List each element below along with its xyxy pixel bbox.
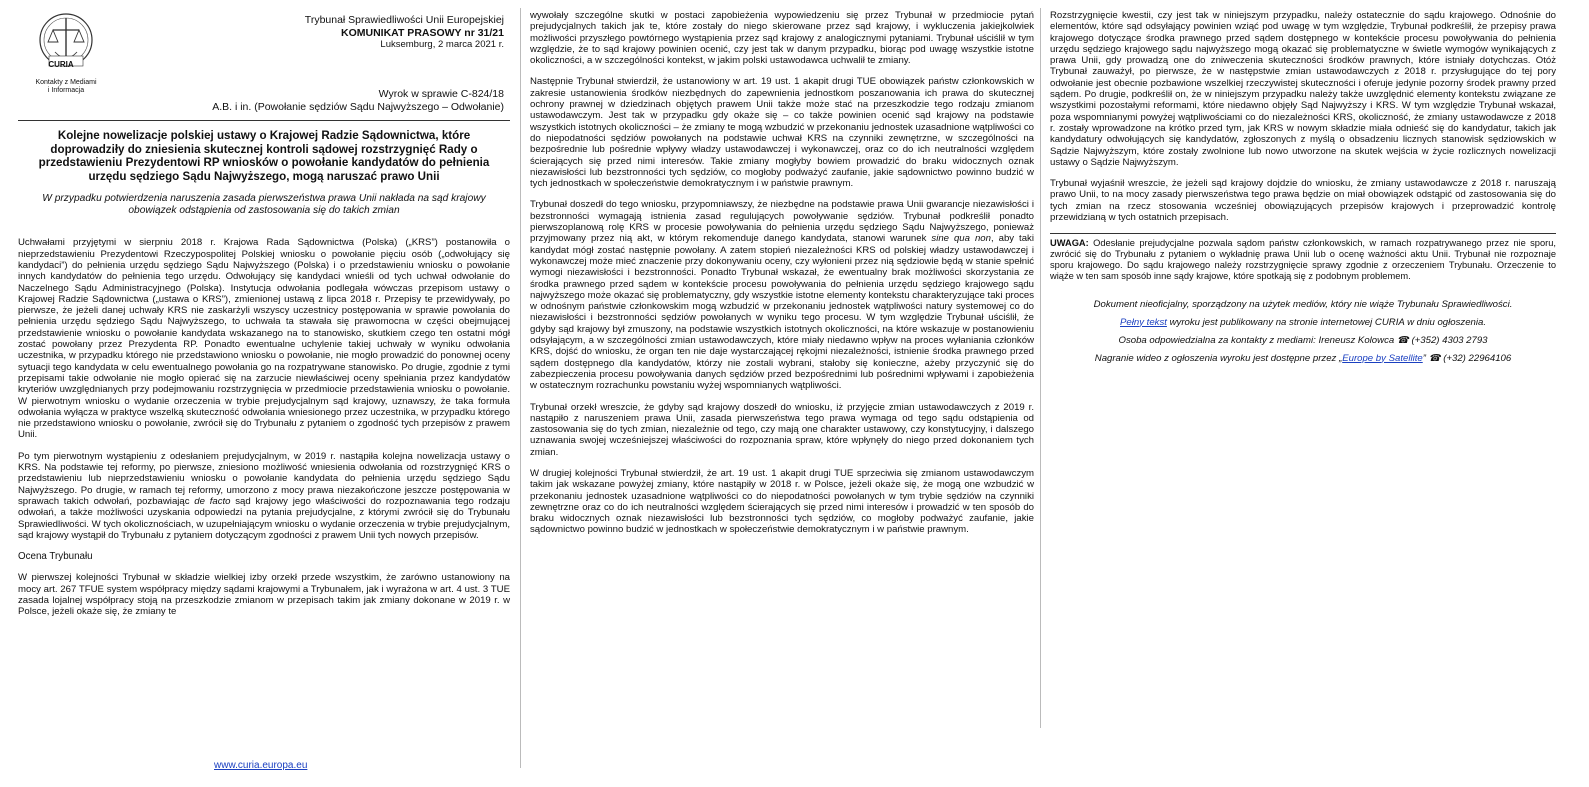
note-label: UWAGA:: [1050, 238, 1089, 249]
column-divider: [520, 8, 521, 768]
disclaimer: Dokument nieoficjalny, sporządzony na użytek mediów, który nie wiąże Trybunału Sprawiedliwości.: [1093, 298, 1513, 310]
paragraph: Trybunał wyjaśnił wreszcie, że jeżeli sąd krajowy dojdzie do wniosku, że zmiany ustawodawcze z 2018 r. naruszają prawo Unii, to na mocy zasady pierwszeństwa tego prawa będzie on miał obowiązek odstąpić od zastosowania się do tych zmian na rzecz stosowania wcześniej obowiązujących przepisów krajowych i przeprowadzić kontrolę przewidzianą w tych ostatnich przepisach.: [1050, 178, 1556, 224]
footer: [1050, 296, 1556, 368]
europe-by-satellite-link[interactable]: Europe by Satellite: [1342, 352, 1423, 364]
note-box: [1050, 233, 1556, 281]
headline: Kolejne nowelizacje polskiej ustawy o Krajowej Radzie Sądownictwa, które doprowadziły do zniesienia skutecznej kontroli sądowej rozstrzygnięć Rady o przedstawieniu Prezydentowi RP wniosków o powołanie kandydatów do pełnienia urzędu sędziego Sądu Najwyższego, mogą naruszać prawo Unii: [38, 129, 490, 183]
paragraph: Trybunał doszedł do tego wniosku, przypomniawszy, że niezbędne na podstawie prawa Unii gwarancje niezawisłości i bezstronności wymagają istnienia zasad regulujących powoływanie sędziów. Trybunał podkreślił ponadto pierwszoplanową rolę KRS w procesie powoływania do pełnienia urzędu sędziego Sądu Najwyższego, ponieważ przyjmowany przez nią akt, w którym rekomenduje danego kandydata, stanowi warunek sine qua non, aby taki kandydat mógł zostać następnie powołany. A zatem stopień niezależności KRS od polskiej władzy ustawodawczej i wykonawczej może mieć znaczenie przy dokonywaniu oceny, czy wyłonieni przez nią sędziowie będą w stanie spełnić wymogi niezawisłości i bezstronności. Ponadto Trybunał wskazał, że ewentualny brak możliwości skorzystania ze środka prawnego przed sądem w kontekście procesu powoływania do pełnienia urzędu sędziego krajowego sądu najwyższego może okazać się problematyczny, gdy wszystkie istotne elementy kontekstu charakteryzujące taki proces w odnośnym państwie członkowskim mogą wzbudzić w przekonaniu jednostek wątpliwości natury systemowej co do niezawisłości i bezstronności sędziów powołanych w wyniku tego procesu. W tym względzie Trybunał uściślił, że gdyby sąd krajowy był zmuszony, na podstawie wszystkich istotnych okoliczności, na które wskazuje w postanowieniu odsyłającym, a w szczególności zmian ustawodawczych, które miały niedawno wpływ na proces wyłaniania członków KRS, dojść do wniosku, że organ ten nie daje wystarczającej rękojmi niezależności, istnienie środka prawnego przed sądem dostępnego dla kandydatów, którzy nie zostali wybrani, stałoby się konieczne, ażeby przyczynić się do zabezpieczenia procesu powoływania danych sędziów przed bezpośrednimi lub pośrednimi wpływami i zapobieżenia w ostatecznym rozrachunku powstaniu wyżej wspomnianych wątpliwości.: [530, 199, 1034, 392]
curia-site-link[interactable]: www.curia.europa.eu: [214, 760, 308, 771]
press-header: [18, 10, 510, 116]
column-1: [18, 10, 510, 628]
column-3: [1050, 10, 1556, 368]
case-ref: Wyrok w sprawie C-824/18: [378, 88, 504, 100]
paragraph: Trybunał orzekł wreszcie, że gdyby sąd krajowy doszedł do wniosku, iż przyjęcie zmian ustawodawczych z 2019 r. nastąpiło z naruszeniem prawa Unii, zasada pierwszeństwa tego prawa wymaga od tego sądu odstąpienia od zastosowania się do tych zmian, niezależnie od tego, czy mają one charakter ustawowy, czy konstytucyjny, i dalszego uznawania swojej wcześniejszej właściwości do rozpoznania spraw, które wpłynęły do niego przed dokonaniem tych zmian.: [530, 401, 1034, 458]
full-text-line: Pełny tekst wyroku jest publikowany na stronie internetowej CURIA w dniu ogłoszenia.: [1120, 316, 1486, 328]
section-title: Ocena Trybunału: [18, 551, 93, 563]
header-rule: [18, 120, 510, 121]
paragraph: W drugiej kolejności Trybunał stwierdził, że art. 19 ust. 1 akapit drugi TUE sprzeciwia się zmianom ustawodawczym takim jak wskazane powyżej zmiany, które nastąpiły w 2018 r. w Polsce, jeżeli okaże się, że mogą one wzbudzić w przekonaniu jednostek uzasadnione wątpliwości co do niepodatności powołanych w tym trybie sędziów na czynniki zewnętrzne oraz co do ich neutralności względem ścierających się przed nimi interesów i prowadzić w ten sposób do braku widocznych oznak niezawisłości lub bezstronności tych sędziów, co mogłoby podważyć zaufanie, jakie sądownictwo powinno budzić w jednostkach w społeczeństwie demokratycznym i w państwie prawnym.: [530, 467, 1034, 536]
video-line: Nagranie wideo z ogłoszenia wyroku jest dostępne przez „Europe by Satellite” ☎ (+32) 22964106: [1094, 352, 1512, 364]
press-release-number: KOMUNIKAT PRASOWY nr 31/21: [341, 26, 504, 39]
column-2: [530, 10, 1034, 546]
note-text: Odesłanie prejudycjalne pozwala sądom państw członkowskich, w ramach rozpatrywanego przez nie sporu, zwrócić się do Trybunału z pytaniem o wykładnię prawa Unii lub o ocenę ważności aktu Unii. Trybunał nie rozpoznaje sporu krajowego. Do sądu krajowego należy rozstrzygnięcie sprawy zgodnie z orzeczeniem Trybunału. Orzeczenie to wiąże w ten sam sposób inne sądy krajowe, które spotkają się z podobnym problemem.: [1050, 238, 1556, 281]
logo-text: CURIA: [48, 60, 74, 69]
curia-logo: [26, 12, 106, 95]
court-name: Trybunał Sprawiedliwości Unii Europejskiej: [304, 14, 504, 26]
paragraph: Uchwałami przyjętymi w sierpniu 2018 r. Krajowa Rada Sądownictwa (Polska) („KRS”) postanowiła o nieprzedstawieniu Prezydentowi Rzeczypospolitej Polskiej wniosku o powołanie pięciu osób („odwołujący się kandydaci”) do pełnienia urzędu sędziego Sądu Najwyższego (Polska) i o przedstawieniu wniosku o powołanie innych kandydatów do pełnienia tego urzędu. Odwołujący się kandydaci wnieśli od tych uchwał odwołanie do Naczelnego Sądu Administracyjnego (Polska). Instytucja odwołania podlegała wówczas przepisom ustawy o Krajowej Radzie Sądownictwa („ustawa o KRS”), zmienionej ustawą z lipca 2018 r. Przepisy te przewidywały, po pierwsze, że jeżeli danej uchwały KRS nie zaskarżyli wszyscy uczestnicy postępowania w sprawie powołania do pełnienia urzędu sędziego Sądu Najwyższego, to uchwała ta stawała się prawomocna w części obejmującej przedstawienie wniosku o powołanie kandydata wskazanego na to stanowisko, skutkiem czego ten ostatni mógł zostać powołany przez Prezydenta RP. Ponadto ewentualne uchylenie takiej uchwały w wyniku odwołania uczestnika, w przypadku którego nie przedstawiono wniosku o powołanie, nie mogło prowadzić do ponownej oceny sytuacji tego kandydata w celu ewentualnego powołania go na rozpatrywane stanowisko. Po drugie, zgodnie z tymi przepisami takie odwołanie nie mogło opierać się na zarzucie niewłaściwej oceny spełniania przez kandydatów kryteriów uwzględnianych przy podejmowaniu rozstrzygnięcia w przedmiocie przedstawienia wniosku o powołanie. W pierwotnym wniosku o wydanie orzeczenia w trybie prejudycjalnym sąd krajowy, uznawszy, że taka formuła odwołania wyłącza w praktyce wszelką skuteczność odwołania wniesionego przez uczestnika, w przypadku którego nie przedstawiono wniosku o powołanie, zwrócił się do Trybunału z pytaniem o zgodność tych przepisów z prawem Unii.: [18, 237, 510, 441]
paragraph: Po tym pierwotnym wystąpieniu z odesłaniem prejudycjalnym, w 2019 r. nastąpiła kolejna nowelizacja ustawy o KRS. Na podstawie tej reformy, po pierwsze, zniesiono możliwość wniesienia odwołania od rozstrzygnięć KRS o przedstawieniu lub nieprzedstawieniu wniosku o powołanie kandydata do pełnienia urzędu sędziego Sądu Najwyższego. Po drugie, w ramach tej reformy, umorzono z mocy prawa niezakończone jeszcze postępowania w sprawach takich odwołań, pozbawiając de facto sąd krajowy jego właściwości do rozpoznawania tego rodzaju odwołań, a także możliwości uzyskania odpowiedzi na pytania prejudycjalne, z którymi zwrócił się do Trybunału Sprawiedliwości. W tych okolicznościach, w uzupełniającym wniosku o wydanie orzeczenia w trybie prejudycjalnym, sąd krajowy wystąpił do Trybunału z pytaniem dotyczącym zgodności z prawem Unii tych nowych przepisów.: [18, 450, 511, 541]
contact-label-2: i Informacja: [47, 87, 85, 95]
column-divider: [1040, 8, 1041, 728]
paragraph: Następnie Trybunał stwierdził, że ustanowiony w art. 19 ust. 1 akapit drugi TUE obowiązek państw członkowskich w zakresie ustanowienia środków niezbędnych do zapewnienia jednostkom poszanowania ich prawa do skutecznej ochrony prawnej w dziedzinach objętych prawem Unii także może stać na przeszkodzie tego rodzaju zmianom ustawodawczym. Jest tak w przypadku gdy okaże się – co także powinien ocenić sąd krajowy na podstawie wszystkich istotnych okoliczności – że zmiany te mogą wzbudzić w przekonaniu jednostek uzasadnione wątpliwości co do niepodatności sędziów powołanych na podstawie uchwał KRS na czynniki zewnętrzne, w szczególności na bezpośrednie lub pośrednie wpływy władzy ustawodawczej i wykonawczej, oraz co do ich neutralności względem ścierających się przed nimi interesów. Takie zmiany mogłyby bowiem prowadzić do braku widocznych oznak niezawisłości lub bezstronności tych sędziów, co mogłoby podważyć zaufanie, jakie sądownictwo powinno budzić w tych jednostkach w społeczeństwie demokratycznym i w państwie prawnym.: [530, 76, 1034, 190]
paragraph: W pierwszej kolejności Trybunał w składzie wielkiej izby orzekł przede wszystkim, że zarówno ustanowiony na mocy art. 267 TFUE system współpracy między sądami krajowymi a Trybunałem, jak i wyrażona w art. 4 ust. 3 TUE zasada lojalnej współpracy stoją na przeszkodzie zmianom w przepisach takim jak zmiany dokonane w 2019 r. w Polsce, jeżeli okaże się, że zmiany te: [18, 572, 510, 618]
place-date: Luksemburg, 2 marca 2021 r.: [380, 39, 504, 50]
full-text-link[interactable]: Pełny tekst: [1120, 316, 1167, 328]
paragraph: Rozstrzygnięcie kwestii, czy jest tak w niniejszym przypadku, należy ostatecznie do sądu krajowego. Odnośnie do elementów, które sąd odsyłający powinien wziąć pod uwagę w tym względzie, Trybunał podkreślił, że przepisy prawa krajowego dotyczące środka prawnego przed sądem dostępnego w kontekście procesu powoływania do pełnienia urzędu sędziego krajowego sądu najwyższego mogą okazać się problematyczne w świetle wymogów wynikających z prawa Unii, gdy prowadzą one do zniweczenia skuteczności środków prawnych, które istniały dotychczas. Otóż Trybunał zauważył, po pierwsze, że w następstwie zmian ustawodawczych z 2018 r. przysługujące do tej pory odwołanie jest obecnie pozbawione wszelkiej rzeczywistej skuteczności i oferuje jedynie pozorny środek prawny przed sądem. Po drugie, podkreślił on, że w niniejszym przypadku należy także uwzględnić elementy kontekstu związane ze wszystkimi pozostałymi reformami, które niedawno objęły Sąd Najwyższy i KRS. W tym względzie Trybunał wskazał, poza wspomnianymi powyżej wątpliwościami co do niezależności KRS, okoliczność, że zmiany ustawodawcze z 2018 r. zostały wprowadzone na krótko przed tym, jak KRS w nowym składzie miała odnieść się do kandydatur, takich jak kandydatury odwołujących się kandydatów, zgłoszonych z myślą o obsadzeniu licznych stanowisk sędziowskich w Sądzie Najwyższym, które zostały zwolnione lub nowo utworzone na skutek wejścia w życie rozlicznych nowelizacji ustawy o Sądzie Najwyższym.: [1050, 10, 1556, 168]
contact-line: Osoba odpowiedzialna za kontakty z mediami: Ireneusz Kolowca ☎ (+352) 4303 2793: [1118, 334, 1488, 346]
case-info: [212, 88, 504, 113]
case-parties: A.B. i in. (Powołanie sędziów Sądu Najwyższego – Odwołanie): [212, 100, 504, 113]
press-header-info: [305, 14, 504, 52]
contact-label-1: Kontakty z Mediami: [35, 79, 97, 87]
paragraph: wywołały szczególne skutki w postaci zapobieżenia wypowiedzeniu się przez Trybunał w przedmiocie pytań prejudycjalnych takich jak te, które zostały do niego skierowane przez sąd krajowy, i wykluczenia jakiejkolwiek możliwości przyszłego powtórnego wystąpienia przez sąd krajowy z analogicznymi pytaniami. Trybunał uściślił w tym względzie, że to sąd krajowy powinien ocenić, czy jest tak w danym przypadku, biorąc pod uwagę wszystkie istotne okoliczności, a w szczególności kontekst, w jakim polski ustawodawca uchwalił te zmiany.: [530, 10, 1034, 67]
subheadline: W przypadku potwierdzenia naruszenia zasada pierwszeństwa prawa Unii nakłada na sąd krajowy obowiązek odstąpienia od zastosowania się do takich zmian: [42, 193, 486, 217]
